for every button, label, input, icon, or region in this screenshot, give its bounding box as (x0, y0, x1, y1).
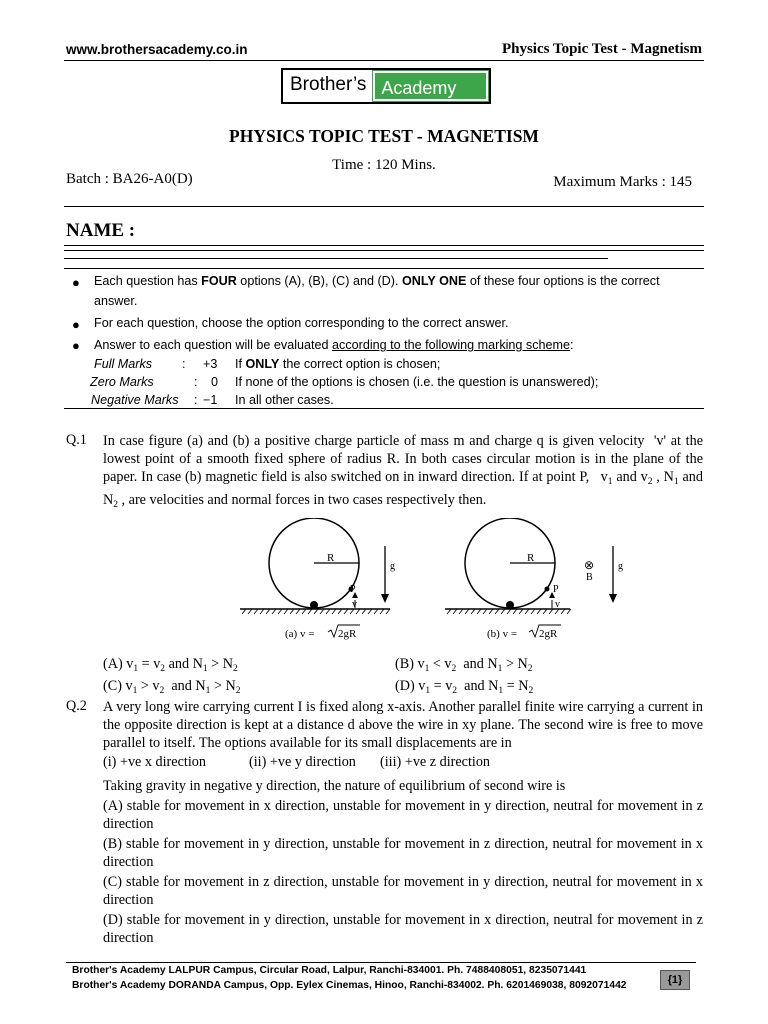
instruction-1-cont: answer. (94, 294, 138, 308)
instruction-2: For each question, choose the option corresponding to the correct answer. (94, 316, 509, 330)
magnetic-field-inward-icon: ⊗ (584, 558, 595, 572)
question-2-text: A very long wire carrying current I is fixed along x-axis. Another parallel finite wire carrying a current in the opposite direction is kept at a distance d above the wire in xy plane. The second wire is free to move parallel to itself. The options available for its small displacements are in (103, 699, 703, 751)
question-1-text: In case figure (a) and (b) a positive charge particle of mass m and charge q is given velocity 'v' at the lowest point of a smooth fixed sphere of radius R. In both cases circular motion is in the plane of the paper. In case (b) magnetic field is also switched on in inward direction. If at point P, $v_1$ and $v_2$ , $N_1$ and $N_2$ , are velocities and normal forces in two cases respectively then. (103, 433, 703, 510)
q1-option-b[interactable]: (B) $v_1 < v_2$ and $N_1 > N_2$ (395, 656, 533, 674)
instructions-bottom-rule (64, 408, 704, 409)
bullet-icon: ● (72, 317, 80, 332)
radical-b: 2gR (539, 628, 558, 640)
test-time: Time : 120 Mins. (332, 157, 436, 173)
instruction-3: Answer to each question will be evaluated according to the following marking scheme: (94, 338, 574, 352)
bullet-icon: ● (72, 338, 80, 353)
marking-scheme (90, 357, 694, 411)
logo-text-brothers: Brother’s (290, 74, 367, 95)
header-divider (64, 60, 704, 61)
q1-figure (230, 518, 650, 648)
label-b: B (586, 572, 593, 583)
label-g-a: g (390, 561, 395, 572)
website-url[interactable]: www.brothersacademy.co.in (66, 42, 248, 57)
name-label: NAME : (66, 220, 136, 241)
q2-option-c[interactable]: (C) stable for movement in z direction, unstable for movement in y direction, neutral for movement in x direction (103, 874, 703, 908)
footer-doranda-address: Brother's Academy DORANDA Campus, Opp. Eylex Cinemas, Hinoo, Ranchi-834002. Ph. 6201469038, 8092071442 (72, 980, 627, 991)
label-p-a: P (350, 584, 356, 595)
label-r-b: R (527, 552, 535, 564)
q2-sub-iii: (iii) +ve z direction (380, 754, 491, 770)
q2-option-a[interactable]: (A) stable for movement in x direction, unstable for movement in y direction, neutral for movement in z direction (103, 798, 703, 832)
label-p-b: P (553, 584, 559, 595)
logo-text-academy: Academy (373, 71, 488, 101)
marking-row: Full Marks : +3 If ONLY the correct option is chosen; (94, 357, 441, 371)
batch-code: Batch : BA26-A0(D) (66, 171, 193, 187)
particle-a (310, 601, 318, 609)
q2-option-b[interactable]: (B) stable for movement in y direction, unstable for movement in z direction, neutral for movement in x direction (103, 836, 703, 870)
footer-lalpur-address: Brother's Academy LALPUR Campus, Circular Road, Lalpur, Ranchi-834001. Ph. 7488408051, 8235071441 (72, 965, 587, 976)
divider (64, 206, 704, 207)
instruction-1: Each question has FOUR options (A), (B), (C) and (D). ONLY ONE of these four options is the correct (94, 274, 660, 288)
question-number: Q.2 (66, 698, 87, 714)
radical-a: 2gR (338, 628, 357, 640)
label-v-a: v (352, 599, 357, 610)
q2-sub-i: (i) +ve x direction (103, 754, 206, 770)
marking-row: Negative Marks : −1 In all other cases. (91, 393, 334, 407)
q2-option-d[interactable]: (D) stable for movement in y direction, unstable for movement in x direction, neutral for movement in z direction (103, 912, 703, 946)
bullet-icon: ● (72, 275, 80, 290)
label-g-b: g (618, 561, 623, 572)
name-line (64, 245, 704, 246)
gravity-arrowhead-a (381, 594, 389, 603)
name-line (64, 250, 704, 251)
q2-gravity-note: Taking gravity in negative y direction, the nature of equilibrium of second wire is (103, 778, 566, 794)
label-r-a: R (327, 552, 335, 564)
label-v-b: v (555, 599, 560, 610)
q1-option-a[interactable]: (A) $v_1 = v_2$ and $N_1 > N_2$ (103, 656, 238, 674)
particle-b (506, 601, 514, 609)
footer-rule (66, 962, 696, 963)
q1-option-c[interactable]: (C) $v_1 > v_2$ and $N_1 > N_2$ (103, 678, 241, 696)
page-number: {1} (660, 970, 690, 990)
gravity-arrowhead-b (609, 594, 617, 603)
caption-b: (b) v = (487, 628, 518, 640)
point-p-b (545, 587, 550, 592)
q1-option-d[interactable]: (D) $v_1 = v_2$ and $N_1 = N_2$ (395, 678, 534, 696)
question-number: Q.1 (66, 432, 87, 448)
instructions-top-rule (64, 268, 704, 269)
caption-a: (a) v = (285, 628, 315, 640)
test-title: PHYSICS TOPIC TEST - MAGNETISM (229, 126, 539, 146)
header-subject: Physics Topic Test - Magnetism (501, 41, 702, 57)
marking-row: Zero Marks : 0 If none of the options is chosen (i.e. the question is unanswered); (90, 375, 599, 389)
name-line (64, 258, 608, 259)
maximum-marks: Maximum Marks : 145 (553, 174, 692, 190)
q2-sub-ii: (ii) +ve y direction (249, 754, 356, 770)
brothers-academy-logo (281, 68, 491, 104)
